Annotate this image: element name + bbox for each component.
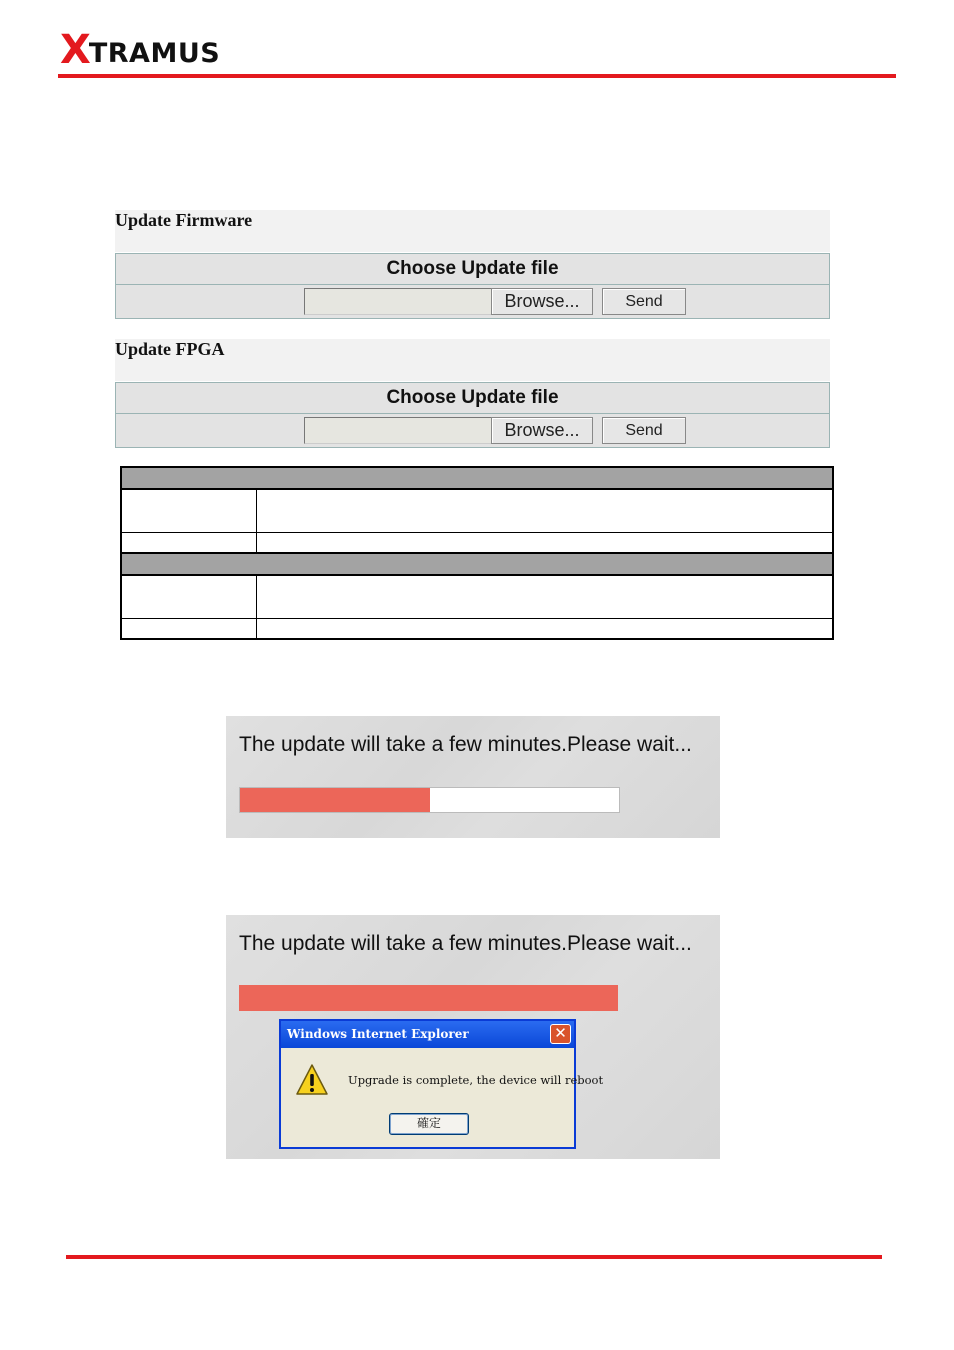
fpga-panel-header: Choose Update file — [116, 383, 829, 414]
fpga-browse-button[interactable]: Browse... — [491, 417, 593, 444]
logo-text: TRAMUS — [88, 38, 221, 69]
table-cell — [256, 489, 834, 533]
firmware-browse-button[interactable]: Browse... — [491, 288, 593, 315]
complete-progress-bar — [239, 985, 618, 1011]
progress-message: The update will take a few minutes.Please wait... — [239, 733, 692, 756]
complete-progress-bar-fill — [239, 985, 618, 1011]
complete-message: The update will take a few minutes.Please wait... — [239, 932, 692, 955]
fpga-panel — [115, 382, 830, 448]
ie-alert-dialog — [279, 1019, 604, 1149]
footer-rule — [66, 1255, 882, 1259]
progress-screenshot — [226, 716, 720, 838]
table-cell — [120, 618, 257, 640]
dialog-titlebar — [281, 1021, 574, 1048]
xtramus-logo — [60, 27, 221, 73]
firmware-section — [115, 210, 830, 252]
dialog-title: Windows Internet Explorer — [287, 1027, 469, 1041]
fpga-title: Update FPGA — [115, 339, 225, 359]
fpga-section — [115, 339, 830, 381]
firmware-send-button[interactable]: Send — [602, 288, 686, 315]
table-cell — [120, 489, 257, 533]
firmware-file-input[interactable] — [304, 288, 492, 315]
header-rule — [58, 74, 896, 78]
table-cell — [256, 618, 834, 640]
progress-bar-fill — [240, 788, 430, 812]
complete-screenshot — [226, 915, 720, 1159]
fpga-send-button[interactable]: Send — [602, 417, 686, 444]
close-icon[interactable]: ✕ — [550, 1024, 571, 1044]
table-band-header — [120, 552, 834, 576]
description-table — [120, 466, 834, 640]
firmware-title: Update Firmware — [115, 210, 253, 230]
dialog-message: Upgrade is complete, the device will reboot — [348, 1073, 604, 1087]
table-cell — [120, 532, 257, 553]
table-cell — [256, 532, 834, 553]
warning-icon — [295, 1063, 329, 1097]
table-band-header — [120, 466, 834, 490]
firmware-panel — [115, 253, 830, 319]
progress-bar — [239, 787, 620, 813]
firmware-panel-header: Choose Update file — [116, 254, 829, 285]
ok-button[interactable]: 確定 — [389, 1113, 469, 1135]
table-cell — [256, 575, 834, 619]
table-cell — [120, 575, 257, 619]
logo-x: X — [60, 27, 91, 73]
fpga-file-input[interactable] — [304, 417, 492, 444]
